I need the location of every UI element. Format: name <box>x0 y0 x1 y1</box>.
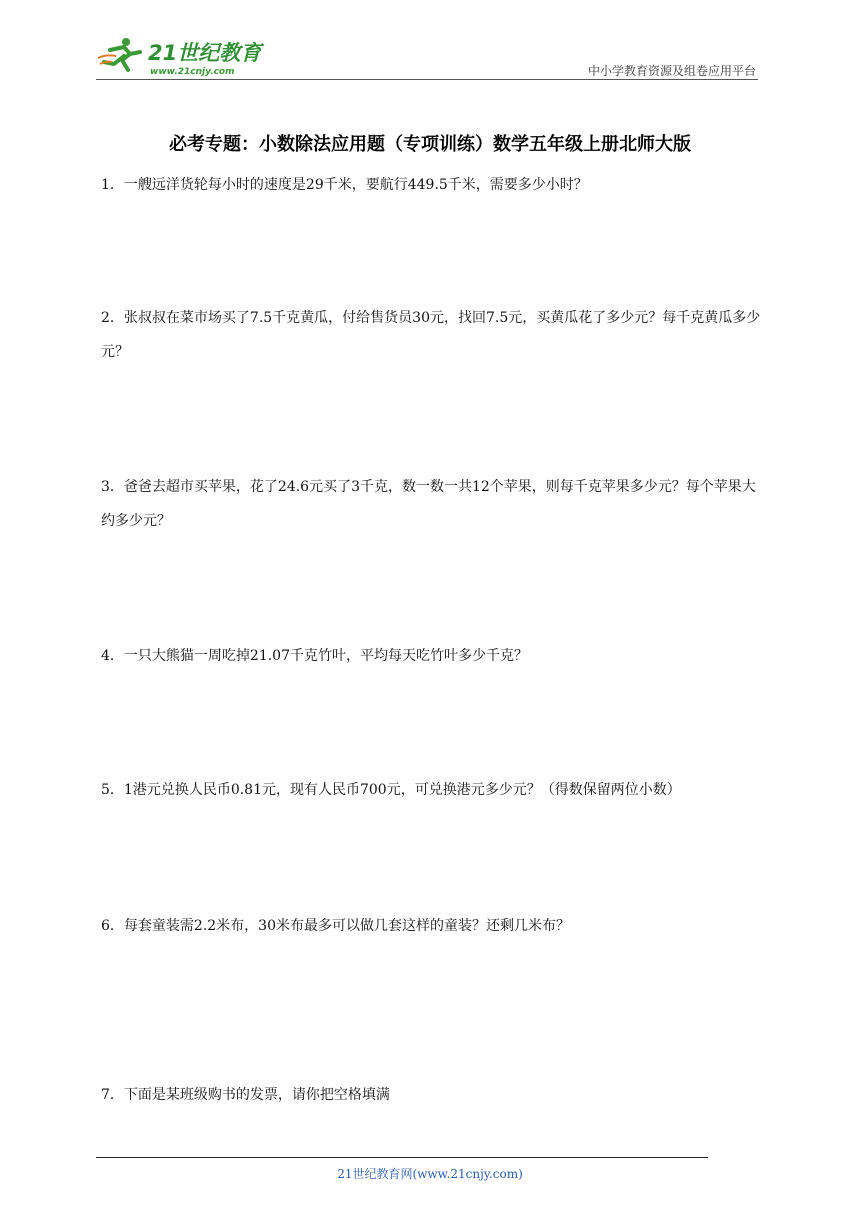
brand-logo <box>96 34 266 78</box>
question-1: 1．一艘远洋货轮每小时的速度是29千米，要航行449.5千米，需要多少小时？ <box>101 177 588 193</box>
question-4: 4．一只大熊猫一周吃掉21.07千克竹叶，平均每天吃竹叶多少千克？ <box>101 648 528 664</box>
footer-link[interactable]: 21世纪教育网(www.21cnjy.com) <box>337 1167 523 1181</box>
logo-url-text: www.21cnjy.com <box>150 67 235 77</box>
platform-tagline: 中小学教育资源及组卷应用平台 <box>587 64 756 78</box>
question-7: 7．下面是某班级购书的发票，请你把空格填满 <box>101 1087 390 1103</box>
document-title: 必考专题：小数除法应用题（专项训练）数学五年级上册北师大版 <box>169 134 691 155</box>
question-2: 2．张叔叔在菜市场买了7.5千克黄瓜，付给售货员30元，找回7.5元，买黄瓜花了多少元？每千克黄瓜多少元？ <box>101 310 761 360</box>
header-divider <box>96 79 758 80</box>
page-header <box>0 0 860 90</box>
question-6: 6．每套童装需2.2米布，30米布最多可以做几套这样的童装？还剩几米布？ <box>101 918 570 934</box>
question-5: 5．1港元兑换人民币0.81元，现有人民币700元，可兑换港元多少元？（得数保留两位小数） <box>101 782 681 798</box>
running-figure-logo-icon <box>96 34 266 78</box>
question-3: 3．爸爸去超市买苹果，花了24.6元买了3千克，数一数一共12个苹果，则每千克苹果多少元？每个苹果大约多少元？ <box>101 479 756 529</box>
footer-divider <box>96 1157 708 1158</box>
logo-brand-text: 21世纪教育 <box>148 41 262 65</box>
